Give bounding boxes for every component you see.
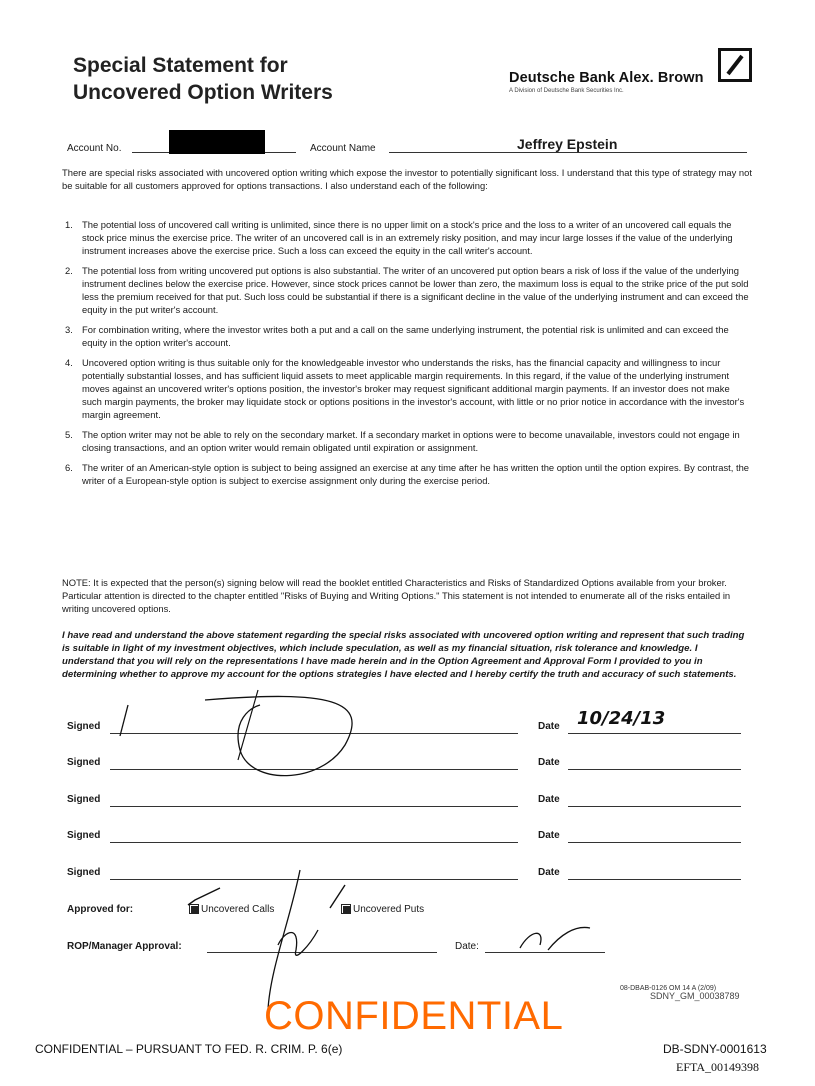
brand-block (509, 70, 704, 94)
check-icon (190, 905, 200, 915)
list-item-text: The option writer may not be able to rely on the secondary market. If a secondary market in options were to become unavailable, investors could not engage in closing transactions, and an option writer would remain obligated until expiration or assignment. (82, 429, 740, 453)
confidential-stamp: CONFIDENTIAL (264, 994, 564, 1038)
list-item-text: Uncovered option writing is thus suitable only for the knowledgeable investor who understands the risks, has the financial capacity and willingness to incur potentially substantial losses, and has sufficient liquid assets to meet applicable margin requirements. In this regard, if the value of the underlying instrument moves against an uncovered writer's options position, the investor's broker may request significant additional margin payments. If an investor does not make such margin payments, the broker may liquidate stock or options positions in the investor's account, with little or no prior notice in accordance with the investor's margin agreement. (82, 357, 745, 420)
list-item (62, 428, 752, 454)
form-code: 08-DBAB-0126 OM 14 A (2/09) (620, 985, 717, 992)
date-label: Date (538, 757, 560, 768)
signed-label: Signed (67, 794, 101, 805)
account-row (67, 136, 747, 156)
signature-line[interactable] (110, 806, 518, 807)
date-label: Date (538, 721, 560, 732)
footer-right-text: DB-SDNY-0001613 (663, 1042, 767, 1056)
uncovered-calls-label: Uncovered Calls (201, 904, 275, 915)
brand-subtitle: A Division of Deutsche Bank Securities Inc. (509, 88, 624, 94)
date-line[interactable] (568, 879, 741, 880)
rop-manager-approval-label: ROP/Manager Approval: (67, 941, 182, 952)
approved-for-label: Approved for: (67, 904, 134, 915)
title-line-1: Special Statement for (73, 54, 288, 77)
list-item (62, 356, 752, 421)
account-name-label: Account Name (310, 143, 376, 154)
note-paragraph: NOTE: It is expected that the person(s) signing below will read the booklet entitled Characteristics and Risks of Standardized Options available from your broker. Particular attention is directed to the chapter entitled "Risks of Buying and Writing Options." This statement is not intended to enumerate all of the risks entailed in writing uncovered options. (62, 577, 731, 614)
list-item (62, 323, 752, 349)
bates-number-top: SDNY_GM_00038789 (650, 991, 740, 1001)
signed-label: Signed (67, 830, 101, 841)
title-line-2: Uncovered Option Writers (73, 81, 333, 104)
rop-date-label: Date: (455, 941, 479, 952)
signature-row-3 (67, 794, 747, 810)
signature-row-4 (67, 830, 747, 846)
signature-row-2 (67, 757, 747, 773)
signature-row-1 (67, 708, 747, 737)
rop-signature-line[interactable] (207, 952, 437, 953)
signature-line[interactable] (110, 879, 518, 880)
list-item-number: 1. (65, 219, 73, 230)
date-line[interactable] (568, 842, 741, 843)
signed-label: Signed (67, 757, 101, 768)
uncovered-calls-checkbox[interactable] (189, 904, 199, 914)
list-item-text: The writer of an American-style option is subject to being assigned an exercise at any time after he has written the option until the option expires. By contrast, the writer of a European-style option is subject to exercise assignment only during the exercise period. (82, 462, 750, 486)
list-item-number: 2. (65, 265, 73, 276)
uncovered-puts-label: Uncovered Puts (353, 904, 425, 915)
handwritten-date: 10/24/13 (577, 708, 666, 729)
signature-line[interactable] (110, 769, 518, 770)
account-number-label: Account No. (67, 143, 122, 154)
date-line[interactable] (568, 733, 741, 734)
date-label: Date (538, 794, 560, 805)
signature-row-5 (67, 867, 747, 883)
list-item-text: For combination writing, where the investor writes both a put and a call on the same underlying instrument, the potential risk is unlimited and can exceed the equity in the option writer's account. (82, 324, 729, 348)
brand-name: Deutsche Bank Alex. Brown (509, 70, 704, 86)
list-item-number: 6. (65, 462, 73, 473)
list-item (62, 264, 752, 316)
check-icon (342, 905, 352, 915)
signature-line[interactable] (110, 733, 518, 734)
rop-date-line[interactable] (485, 952, 605, 953)
acknowledgment-paragraph: I have read and understand the above statement regarding the special risks associated with uncovered option writing and represent that such trading is suitable in light of my investment objectives, which include speculation, as well as my financial situation, risk tolerance and knowledge. I understand that you will rely on the representations I have made herein and in the Option Agreement and Approval Form I provided to you in determining whether to approve my account for the options strategies I have elected and I hereby certify the truth and accuracy of such statements. (62, 630, 745, 680)
redaction-box (169, 130, 265, 154)
approved-for-row (67, 900, 747, 920)
intro-paragraph: There are special risks associated with uncovered option writing which expose the investor to potentially significant loss. I understand that this type of strategy may not be suitable for all customers approved for options transactions. I also understand each of the following: (62, 167, 752, 191)
list-item-number: 5. (65, 429, 73, 440)
date-line[interactable] (568, 769, 741, 770)
list-item (62, 461, 752, 487)
page-title (73, 52, 333, 106)
date-line[interactable] (568, 806, 741, 807)
uncovered-puts-checkbox[interactable] (341, 904, 351, 914)
signature-line[interactable] (110, 842, 518, 843)
risk-list (62, 218, 752, 494)
efta-number: EFTA_00149398 (676, 1060, 760, 1074)
signed-label: Signed (67, 721, 101, 732)
account-name-value: Jeffrey Epstein (517, 136, 618, 152)
deutsche-bank-logo-icon (718, 48, 752, 82)
date-label: Date (538, 867, 560, 878)
list-item-text: The potential loss of uncovered call writing is unlimited, since there is no upper limit on a stock's price and the loss to a writer of an uncovered call equals the stock price minus the exercise price. The writer of an uncovered call is in an extremely risky position, and may incur large losses if the value of the underlying instrument increases above the exercise price. Such a loss can exceed the equity in the call writer's account. (82, 219, 733, 256)
footer-left-text: CONFIDENTIAL – PURSUANT TO FED. R. CRIM. P. 6(e) (35, 1042, 343, 1056)
list-item-number: 4. (65, 357, 73, 368)
account-name-line (389, 152, 747, 153)
list-item-number: 3. (65, 324, 73, 335)
list-item-text: The potential loss from writing uncovered put options is also substantial. The writer of an uncovered put option bears a risk of loss if the value of the underlying instrument declines below the exercise price. However, since stock prices cannot be lower than zero, the maximum loss is equal to the strike price of the put sold less the premium received for that put. Such loss could be substantial if there is a significant decline in the value of the underlying instrument and can exceed the equity in the put writer's account. (82, 265, 749, 315)
signed-label: Signed (67, 867, 101, 878)
date-label: Date (538, 830, 560, 841)
list-item (62, 218, 752, 257)
rop-approval-row (67, 937, 747, 957)
